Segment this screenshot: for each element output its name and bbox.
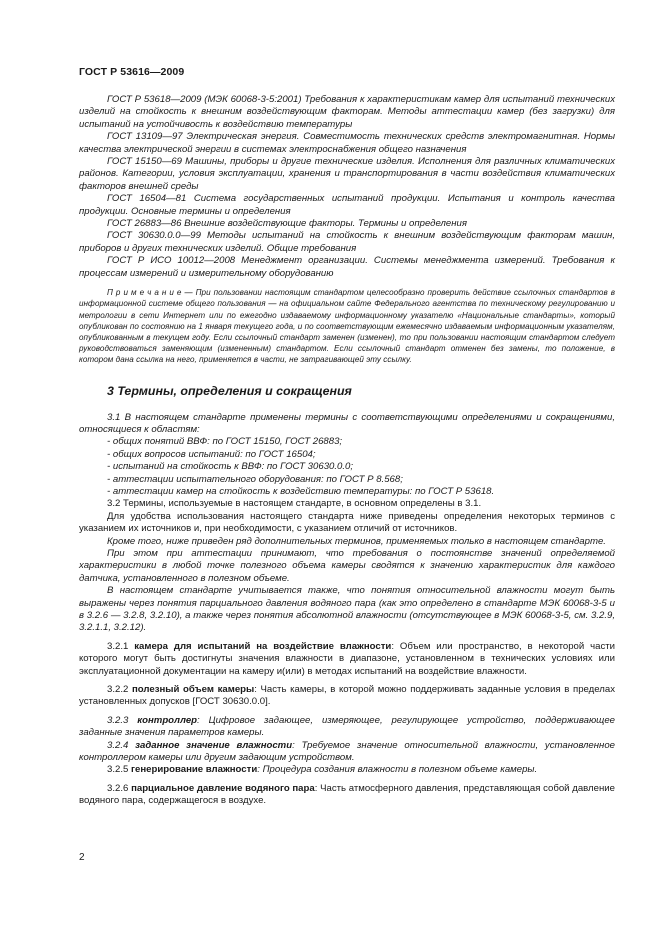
paragraph: При этом при аттестации принимают, что требования о постоянстве значений определяемой характеристики в любой точке полезного объема камеры сводятся к значению характеристик для каждого датчика, установленного в полезном объеме. bbox=[79, 547, 615, 584]
normative-reference: ГОСТ 15150—69 Машины, приборы и другие технические изделия. Исполнения для различных климатических районов. Категории, условия эксплуатации, хранения и транспортирования в части воздействия климатических факторов внешней среды bbox=[79, 156, 615, 192]
term-definition: : Требуемое значение относительной влажности, установленное контроллером камеры или другим задающим устройством. bbox=[79, 739, 615, 764]
term-name: парциальное давление водяного пара bbox=[131, 782, 315, 794]
term-entry bbox=[79, 641, 615, 678]
term-number: 3.2.1 bbox=[107, 640, 129, 652]
term-name: заданное значение влажности bbox=[135, 739, 293, 751]
term-entry bbox=[79, 783, 615, 808]
list-item: - испытаний на стойкость к ВВФ: по ГОСТ 30630.0.0; bbox=[107, 461, 354, 473]
page-content bbox=[79, 94, 615, 808]
term-definition: : Часть атмосферного давления, представляющая собой давление водяного пара, содержащегося в воздухе. bbox=[79, 782, 615, 807]
normative-reference: ГОСТ Р ИСО 10012—2008 Менеджмент организации. Системы менеджмента измерений. Требования к процессам измерений и измерительному оборудованию bbox=[79, 255, 615, 279]
list-item: - аттестации испытательного оборудования: по ГОСТ Р 8.568; bbox=[107, 473, 403, 485]
term-name: генерирование влажности bbox=[131, 764, 258, 776]
term-definition: : Объем или пространство, в некоторой части которого могут быть достигнуты значения влажности в диапазоне, установленном в технических условиях или эксплуатационной документации на камеру и(или) в методах испытаний на воздействие влажности. bbox=[79, 640, 615, 677]
normative-reference: ГОСТ Р 53618—2009 (МЭК 60068-3-5:2001) Требования к характеристикам камер для испытаний технических изделий на стойкость к внешним воздействующим факторам. Методы аттестации камер (без загрузки) для испытаний на устойчивость к воздействию температуры bbox=[79, 94, 615, 130]
term-number: 3.2.2 bbox=[107, 684, 129, 696]
term-number: 3.2.5 bbox=[107, 764, 129, 776]
term-entry bbox=[79, 715, 615, 740]
note-paragraph: П р и м е ч а н и е — При пользовании настоящим стандартом целесообразно проверить действие ссылочных стандартов в информационной системе общего пользования — на официальном сайте Федерального агентства по техническому регулированию и метрологии в сети Интернет или по ежегодно издаваемому информационному указателю «Национальные стандарты», который опубликован по состоянию на 1 января текущего года, и по соответствующим ежемесячно издаваемым информационным указателям, опубликованным в текущем году. Если ссылочный стандарт заменен (изменен), то при пользовании настоящим стандартом следует руководствоваться заменяющим (измененным) стандартом. Если ссылочный стандарт отменен без замены, то положение, в котором дана ссылка на него, применяется в части, не затрагивающей эту ссылку. bbox=[79, 288, 615, 365]
term-number: 3.2.6 bbox=[107, 782, 129, 794]
normative-reference: ГОСТ 30630.0.0—99 Методы испытаний на стойкость к внешним воздействующим факторам машин, приборов и других технических изделий. Общие требования bbox=[79, 230, 615, 254]
normative-reference: ГОСТ 26883—86 Внешние воздействующие факторы. Термины и определения bbox=[107, 218, 467, 230]
paragraph-3-1: 3.1 В настоящем стандарте применены термины с соответствующими определениями и сокращениями, относящиеся к областям: bbox=[79, 411, 615, 435]
paragraph: Для удобства использования настоящего стандарта ниже приведены определения некоторых терминов с указанием их источников и, при необходимости, с указанием отличий от источников. bbox=[79, 510, 615, 535]
term-name: полезный объем камеры bbox=[131, 684, 255, 696]
page-header: ГОСТ Р 53616—2009 bbox=[79, 66, 185, 78]
term-entry bbox=[79, 740, 615, 765]
term-entry bbox=[79, 684, 615, 709]
term-definition: : Процедура создания влажности в полезном объеме камеры. bbox=[257, 764, 538, 776]
page-number: 2 bbox=[79, 852, 85, 863]
normative-reference: ГОСТ 16504—81 Система государственных испытаний продукции. Испытания и контроль качества продукции. Основные термины и определения bbox=[79, 193, 615, 217]
paragraph-3-2: 3.2 Термины, используемые в настоящем стандарте, в основном определены в 3.1. bbox=[107, 498, 482, 510]
normative-reference: ГОСТ 13109—97 Электрическая энергия. Совместимость технических средств электромагнитная. Нормы качества электрической энергии в системах электроснабжения общего назначения bbox=[79, 131, 615, 155]
paragraph: В настоящем стандарте учитывается также, что понятия относительной влажности могут быть выражены через понятия парциального давления водяного пара (как это определено в стандарте МЭК 60068-3-5 и в 3.2.6 — 3.2.8, 3.2.10), а также через понятия абсолютной влажности (отсутствующее в МЭК 60068-3-5, см. 3.2.9, 3.2.1.1, 3.2.12). bbox=[79, 585, 615, 634]
term-name: контроллер bbox=[137, 714, 198, 726]
paragraph: Кроме того, ниже приведен ряд дополнительных терминов, применяемых только в настоящем стандарте. bbox=[107, 535, 606, 547]
term-number: 3.2.4 bbox=[107, 739, 129, 751]
term-number: 3.2.3 bbox=[107, 714, 129, 726]
list-item: - общих вопросов испытаний: по ГОСТ 16504; bbox=[107, 448, 316, 460]
list-item: - общих понятий ВВФ: по ГОСТ 15150, ГОСТ 26883; bbox=[107, 436, 343, 448]
term-entry bbox=[79, 764, 615, 776]
term-definition: : Цифровое задающее, измеряющее, регулирующее устройство, поддерживающее заданные значения параметров камеры. bbox=[79, 714, 616, 739]
term-definition: : Часть камеры, в которой можно поддерживать заданные условия в пределах установленных допусков [ГОСТ 30630.0.0]. bbox=[79, 684, 615, 708]
list-item: - аттестации камер на стойкость к воздействию температуры: по ГОСТ Р 53618. bbox=[107, 485, 495, 497]
section-heading: 3 Термины, определения и сокращения bbox=[107, 383, 352, 398]
term-name: камера для испытаний на воздействие влажности bbox=[134, 640, 392, 652]
